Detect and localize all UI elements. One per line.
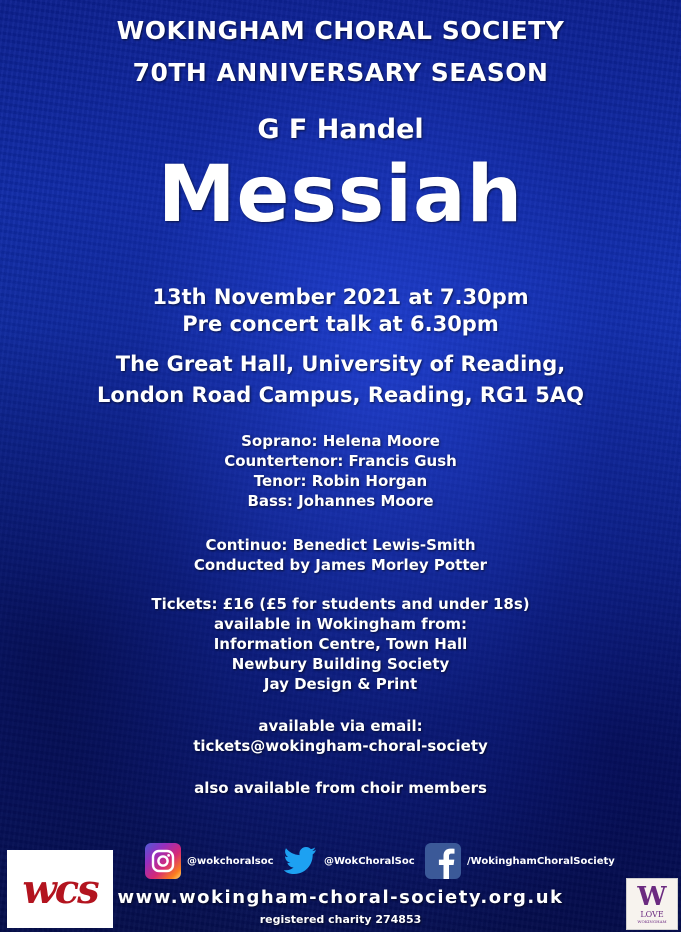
love-wokingham-logo: [626, 878, 678, 930]
instagram-handle: @wokchoralsoc: [187, 855, 274, 867]
composer: G F Handel: [257, 114, 424, 145]
email-address[interactable]: tickets@wokingham-choral-society: [193, 737, 488, 755]
continuo: Continuo: Benedict Lewis-Smith: [205, 536, 476, 554]
tickets-availability: available in Wokingham from:: [213, 615, 468, 633]
soloist-bass: Bass: Johannes Moore: [247, 492, 434, 510]
twitter-link[interactable]: [282, 841, 415, 881]
header-line-2: 70TH ANNIVERSARY SEASON: [132, 58, 549, 87]
charity-number: registered charity 274853: [259, 913, 422, 926]
date-line: 13th November 2021 at 7.30pm: [152, 285, 529, 309]
society-logo-text: wcs: [22, 865, 98, 913]
facebook-handle: /WokinghamChoralSociety: [467, 855, 615, 867]
ticket-outlet: Information Centre, Town Hall: [213, 635, 468, 653]
ticket-outlet: Newbury Building Society: [231, 655, 450, 673]
choir-members-note: also available from choir members: [194, 779, 487, 797]
header-line-1: WOKINGHAM CHORAL SOCIETY: [116, 16, 565, 45]
soloist-countertenor: Countertenor: Francis Gush: [224, 452, 457, 470]
facebook-icon: [425, 843, 461, 879]
concert-title: Messiah: [157, 150, 524, 240]
conductor: Conducted by James Morley Potter: [193, 556, 488, 574]
love-wokingham-letter: W: [637, 882, 667, 912]
instagram-icon: [145, 843, 181, 879]
ticket-outlet: Jay Design & Print: [263, 675, 418, 693]
facebook-link[interactable]: [425, 841, 615, 881]
venue-line-2: London Road Campus, Reading, RG1 5AQ: [97, 383, 584, 407]
instagram-link[interactable]: [145, 841, 274, 881]
twitter-handle: @WokChoralSoc: [324, 855, 415, 867]
love-wokingham-subtext: WOKINGHAM: [637, 919, 667, 924]
soloist-tenor: Tenor: Robin Horgan: [253, 472, 428, 490]
venue-line-1: The Great Hall, University of Reading,: [115, 352, 566, 376]
pre-concert-talk: Pre concert talk at 6.30pm: [182, 312, 499, 336]
tickets-price: Tickets: £16 (£5 for students and under 18s): [151, 595, 530, 613]
email-label: available via email:: [258, 717, 423, 735]
love-wokingham-text: LOVE: [640, 910, 664, 919]
twitter-icon: [282, 843, 318, 879]
website-url[interactable]: www.wokingham-choral-society.org.uk: [117, 887, 564, 908]
soloist-soprano: Soprano: Helena Moore: [241, 432, 440, 450]
